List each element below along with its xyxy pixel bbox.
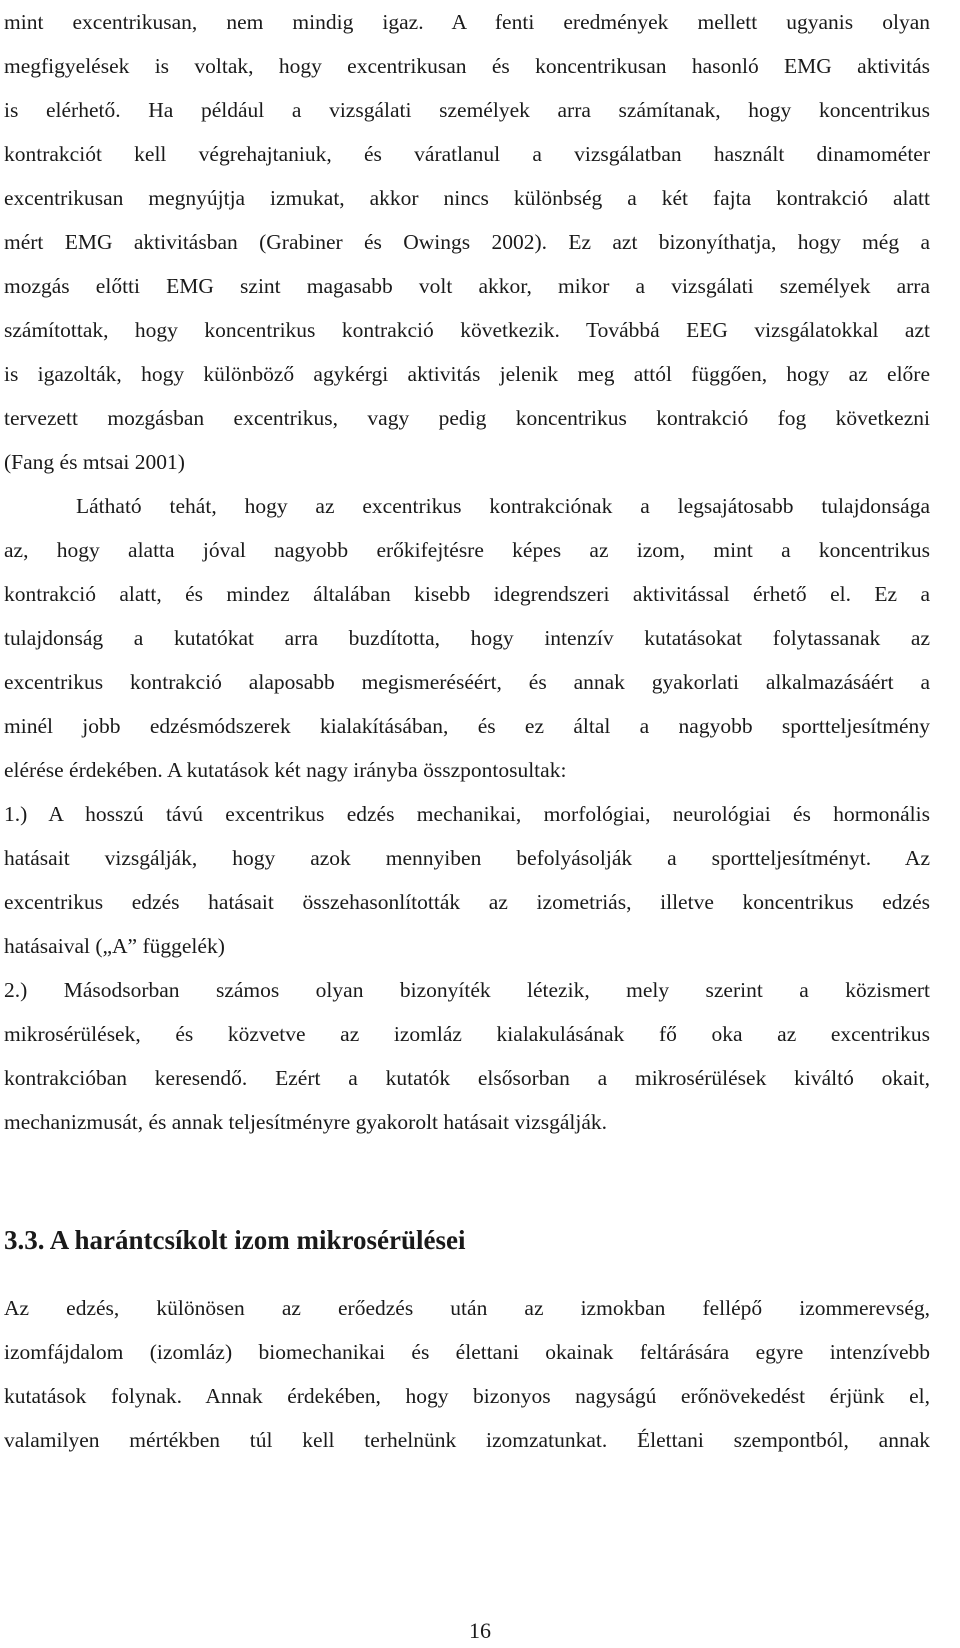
text-line: excentrikusan megnyújtja izmukat, akkor nincs különbség a két fajta kontrakció alatt <box>4 186 930 210</box>
text-line: mechanizmusát, és annak teljesítményre gyakorolt hatásait vizsgálják. <box>4 1110 607 1134</box>
text-line: mikrosérülések, és közvetve az izomláz kialakulásának fő oka az excentrikus <box>4 1022 930 1046</box>
text-line: excentrikus edzés hatásait összehasonlították az izometriás, illetve koncentrikus edzés <box>4 890 930 914</box>
numbered-paragraph <box>4 968 930 1144</box>
text-line: is elérhető. Ha például a vizsgálati személyek arra számítanak, hogy koncentrikus <box>4 98 930 122</box>
text-line: mint excentrikusan, nem mindig igaz. A fenti eredmények mellett ugyanis olyan <box>4 10 930 34</box>
text-line: izomfájdalom (izomláz) biomechanikai és élettani okainak feltárására egyre intenzívebb <box>4 1340 930 1364</box>
text-line: is igazolták, hogy különböző agykérgi aktivitás jelenik meg attól függően, hogy az előre <box>4 362 930 386</box>
body-paragraph <box>4 0 930 484</box>
text-line: (Fang és mtsai 2001) <box>4 450 185 474</box>
text-line: minél jobb edzésmódszerek kialakításában, és ez által a nagyobb sportteljesítmény <box>4 714 930 738</box>
text-line: tervezett mozgásban excentrikus, vagy pedig koncentrikus kontrakció fog következni <box>4 406 930 430</box>
text-line: hatásait vizsgálják, hogy azok mennyiben befolyásolják a sportteljesítményt. Az <box>4 846 930 870</box>
body-paragraph <box>4 484 930 792</box>
text-line: elérése érdekében. A kutatások két nagy irányba összpontosultak: <box>4 758 567 782</box>
text-line: Az edzés, különösen az erőedzés után az izmokban fellépő izommerevség, <box>4 1296 930 1320</box>
text-line: számítottak, hogy koncentrikus kontrakció következik. Továbbá EEG vizsgálatokkal azt <box>4 318 930 342</box>
page-number: 16 <box>469 1618 491 1643</box>
text-line: excentrikus kontrakció alaposabb megismeréséért, és annak gyakorlati alkalmazásáért a <box>4 670 930 694</box>
text-line: tulajdonság a kutatókat arra buzdította, hogy intenzív kutatásokat folytassanak az <box>4 626 930 650</box>
text-line: hatásaival („A” függelék) <box>4 934 225 958</box>
text-line: kontrakciót kell végrehajtaniuk, és váratlanul a vizsgálatban használt dinamométer <box>4 142 930 166</box>
text-line: mozgás előtti EMG szint magasabb volt akkor, mikor a vizsgálati személyek arra <box>4 274 930 298</box>
text-line: megfigyelések is voltak, hogy excentrikusan és koncentrikusan hasonló EMG aktivitás <box>4 54 930 78</box>
text-line: mért EMG aktivitásban (Grabiner és Owings 2002). Ez azt bizonyíthatja, hogy még a <box>4 230 930 254</box>
text-line: kontrakcióban keresendő. Ezért a kutatók elsősorban a mikrosérülések kiváltó okait, <box>4 1066 930 1090</box>
text-line: valamilyen mértékben túl kell terhelnünk izomzatunkat. Élettani szempontból, annak <box>4 1428 930 1452</box>
section-heading: 3.3. A harántcsíkolt izom mikrosérülései <box>4 1225 466 1255</box>
text-line: 1.) A hosszú távú excentrikus edzés mechanikai, morfológiai, neurológiai és hormonális <box>4 802 930 826</box>
numbered-paragraph <box>4 792 930 968</box>
text-line: az, hogy alatta jóval nagyobb erőkifejtésre képes az izom, mint a koncentrikus <box>4 538 930 562</box>
body-paragraph <box>4 1286 930 1462</box>
text-line: kutatások folynak. Annak érdekében, hogy bizonyos nagyságú erőnövekedést érjünk el, <box>4 1384 930 1408</box>
text-line: kontrakció alatt, és mindez általában kisebb idegrendszeri aktivitással érhető el. Ez a <box>4 582 930 606</box>
text-line: 2.) Másodsorban számos olyan bizonyíték létezik, mely szerint a közismert <box>4 978 930 1002</box>
text-line: Látható tehát, hogy az excentrikus kontrakciónak a legsajátosabb tulajdonsága <box>76 494 930 518</box>
